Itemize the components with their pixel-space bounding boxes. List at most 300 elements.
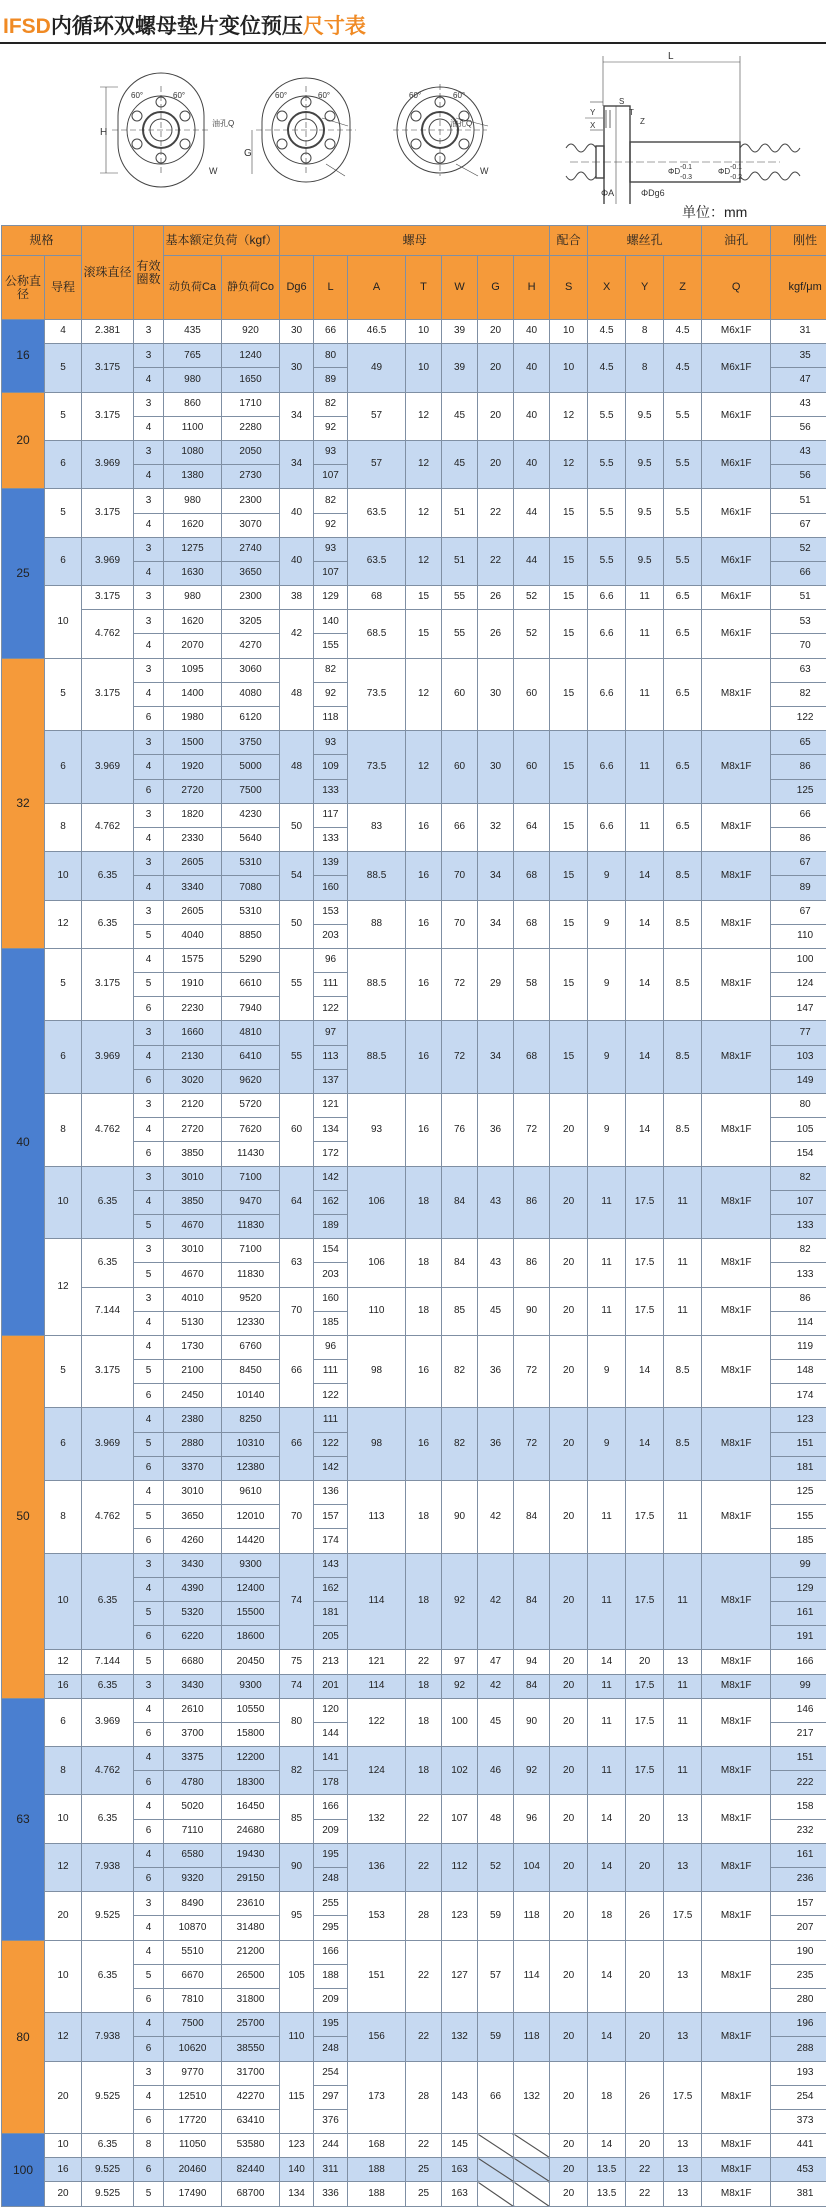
turns-cell: 3 xyxy=(134,2061,164,2085)
rigidity-cell: 161 xyxy=(771,1601,826,1625)
a-cell: 110 xyxy=(348,1287,406,1335)
rigidity-cell: 148 xyxy=(771,1360,826,1384)
length-cell: 157 xyxy=(314,1505,348,1529)
dynamic-load-cell: 980 xyxy=(164,489,222,513)
ball-dia-cell: 6.35 xyxy=(82,1940,134,2013)
dynamic-load-cell: 10620 xyxy=(164,2037,222,2061)
svg-text:-0.1: -0.1 xyxy=(680,164,692,171)
ball-dia-cell: 3.175 xyxy=(82,1335,134,1408)
s-cell: 15 xyxy=(550,610,588,658)
g-cell: 30 xyxy=(478,731,514,804)
turns-cell: 4 xyxy=(134,513,164,537)
h-cell: 52 xyxy=(514,586,550,610)
dynamic-load-cell: 1100 xyxy=(164,416,222,440)
rigidity-cell: 66 xyxy=(771,803,826,827)
oil-hole-cell: M8x1F xyxy=(702,2134,771,2158)
length-cell: 213 xyxy=(314,1650,348,1674)
t-cell: 22 xyxy=(406,2134,442,2158)
length-cell: 244 xyxy=(314,2134,348,2158)
length-cell: 111 xyxy=(314,1360,348,1384)
dynamic-load-cell: 860 xyxy=(164,392,222,416)
s-cell: 20 xyxy=(550,2061,588,2134)
lead-cell: 5 xyxy=(45,392,82,440)
g-cell: 20 xyxy=(478,392,514,440)
rigidity-cell: 125 xyxy=(771,1481,826,1505)
a-cell: 63.5 xyxy=(348,537,406,585)
dg6-cell: 55 xyxy=(280,948,314,1021)
table-row xyxy=(2,1287,826,1311)
dim-label-x: X xyxy=(590,121,596,130)
s-cell: 12 xyxy=(550,440,588,488)
nominal-size-cell: 63 xyxy=(2,1698,45,1940)
ball-dia-cell: 3.969 xyxy=(82,1698,134,1746)
rigidity-cell: 86 xyxy=(771,827,826,851)
lead-cell: 12 xyxy=(45,1239,82,1336)
length-cell: 122 xyxy=(314,1432,348,1456)
x-cell: 11 xyxy=(588,1166,626,1239)
nominal-size-cell: 20 xyxy=(2,392,45,489)
rigidity-cell: 65 xyxy=(771,731,826,755)
header-x: X xyxy=(588,256,626,320)
table-row xyxy=(2,1940,826,1964)
x-cell: 14 xyxy=(588,1940,626,2013)
nominal-size-cell: 40 xyxy=(2,948,45,1335)
z-cell: 8.5 xyxy=(664,900,702,948)
dynamic-load-cell: 3850 xyxy=(164,1190,222,1214)
x-cell: 4.5 xyxy=(588,320,626,344)
rigidity-cell: 89 xyxy=(771,876,826,900)
w-cell: 51 xyxy=(442,489,478,537)
dynamic-load-cell: 6670 xyxy=(164,1964,222,1988)
turns-cell: 3 xyxy=(134,1094,164,1118)
x-cell: 6.6 xyxy=(588,610,626,658)
ball-dia-cell: 6.35 xyxy=(82,900,134,948)
y-cell: 9.5 xyxy=(626,489,664,537)
technical-drawing xyxy=(0,46,826,204)
lead-cell: 6 xyxy=(45,440,82,488)
length-cell: 107 xyxy=(314,465,348,489)
rigidity-cell: 100 xyxy=(771,948,826,972)
length-cell: 139 xyxy=(314,852,348,876)
a-cell: 63.5 xyxy=(348,489,406,537)
w-cell: 97 xyxy=(442,1650,478,1674)
rigidity-cell: 190 xyxy=(771,1940,826,1964)
rigidity-cell: 86 xyxy=(771,755,826,779)
ball-dia-cell: 9.525 xyxy=(82,1892,134,1940)
length-cell: 109 xyxy=(314,755,348,779)
dim-label-g: G xyxy=(244,148,252,159)
static-load-cell: 9300 xyxy=(222,1674,280,1698)
dynamic-load-cell: 2330 xyxy=(164,827,222,851)
turns-cell: 3 xyxy=(134,1166,164,1190)
length-cell: 82 xyxy=(314,658,348,682)
lead-cell: 5 xyxy=(45,1335,82,1408)
g-cell xyxy=(478,2134,514,2158)
oil-hole-cell: M8x1F xyxy=(702,1674,771,1698)
static-load-cell: 38550 xyxy=(222,2037,280,2061)
dg6-cell: 74 xyxy=(280,1553,314,1650)
dim-label-a: ΦA xyxy=(601,188,614,198)
header-z: Z xyxy=(664,256,702,320)
lead-cell: 10 xyxy=(45,1553,82,1650)
x-cell: 18 xyxy=(588,1892,626,1940)
a-cell: 68 xyxy=(348,586,406,610)
s-cell: 20 xyxy=(550,1408,588,1481)
s-cell: 20 xyxy=(550,1892,588,1940)
t-cell: 22 xyxy=(406,1843,442,1891)
oil-hole-cell: M8x1F xyxy=(702,2158,771,2182)
turns-cell: 5 xyxy=(134,1214,164,1238)
oil-hole-cell: M8x1F xyxy=(702,1795,771,1843)
z-cell: 4.5 xyxy=(664,320,702,344)
dg6-cell: 30 xyxy=(280,320,314,344)
z-cell: 11 xyxy=(664,1287,702,1335)
y-cell: 17.5 xyxy=(626,1287,664,1335)
turns-cell: 3 xyxy=(134,852,164,876)
h-cell: 86 xyxy=(514,1239,550,1287)
w-cell: 76 xyxy=(442,1094,478,1167)
ball-dia-cell: 4.762 xyxy=(82,1747,134,1795)
length-cell: 162 xyxy=(314,1190,348,1214)
z-cell: 8.5 xyxy=(664,1408,702,1481)
a-cell: 73.5 xyxy=(348,731,406,804)
nominal-size-cell: 50 xyxy=(2,1335,45,1698)
turns-cell: 3 xyxy=(134,731,164,755)
turns-cell: 5 xyxy=(134,1964,164,1988)
turns-cell: 4 xyxy=(134,416,164,440)
a-cell: 124 xyxy=(348,1747,406,1795)
lead-cell: 12 xyxy=(45,1843,82,1891)
rigidity-cell: 254 xyxy=(771,2085,826,2109)
dg6-cell: 50 xyxy=(280,803,314,851)
length-cell: 178 xyxy=(314,1771,348,1795)
angle-label-2: 60° xyxy=(173,91,185,100)
dg6-cell: 50 xyxy=(280,900,314,948)
h-cell xyxy=(514,2182,550,2206)
oil-hole-cell: M8x1F xyxy=(702,658,771,731)
lead-cell: 12 xyxy=(45,900,82,948)
dynamic-load-cell: 4390 xyxy=(164,1577,222,1601)
y-cell: 11 xyxy=(626,586,664,610)
static-load-cell: 9620 xyxy=(222,1069,280,1093)
z-cell: 8.5 xyxy=(664,1335,702,1408)
oil-hole-cell: M8x1F xyxy=(702,803,771,851)
w-cell: 39 xyxy=(442,344,478,392)
turns-cell: 3 xyxy=(134,1239,164,1263)
turns-cell: 6 xyxy=(134,707,164,731)
w-cell: 85 xyxy=(442,1287,478,1335)
static-load-cell: 12380 xyxy=(222,1456,280,1480)
rigidity-cell: 147 xyxy=(771,997,826,1021)
dynamic-load-cell: 1275 xyxy=(164,537,222,561)
length-cell: 376 xyxy=(314,2109,348,2133)
table-row xyxy=(2,610,826,634)
y-cell: 20 xyxy=(626,2134,664,2158)
dynamic-load-cell: 3020 xyxy=(164,1069,222,1093)
rigidity-cell: 181 xyxy=(771,1456,826,1480)
oil-hole-cell: M8x1F xyxy=(702,1650,771,1674)
g-cell: 59 xyxy=(478,1892,514,1940)
rigidity-cell: 133 xyxy=(771,1263,826,1287)
t-cell: 10 xyxy=(406,320,442,344)
dg6-cell: 66 xyxy=(280,1408,314,1481)
z-cell: 11 xyxy=(664,1239,702,1287)
h-cell: 68 xyxy=(514,900,550,948)
oil-hole-cell: M6x1F xyxy=(702,610,771,658)
title-description: 内循环双螺母垫片变位预压 xyxy=(51,15,303,38)
x-cell: 14 xyxy=(588,1650,626,1674)
w-cell: 92 xyxy=(442,1553,478,1650)
w-cell: 72 xyxy=(442,1021,478,1094)
length-cell: 297 xyxy=(314,2085,348,2109)
dynamic-load-cell: 5020 xyxy=(164,1795,222,1819)
h-cell xyxy=(514,2134,550,2158)
dynamic-load-cell: 17720 xyxy=(164,2109,222,2133)
w-cell: 82 xyxy=(442,1408,478,1481)
t-cell: 22 xyxy=(406,2013,442,2061)
table-row xyxy=(2,392,826,416)
table-row xyxy=(2,344,826,368)
w-cell: 145 xyxy=(442,2134,478,2158)
static-load-cell: 31700 xyxy=(222,2061,280,2085)
rigidity-cell: 99 xyxy=(771,1674,826,1698)
header-ball-dia: 滚珠直径 xyxy=(82,226,134,320)
static-load-cell: 4810 xyxy=(222,1021,280,1045)
rigidity-cell: 82 xyxy=(771,1166,826,1190)
a-cell: 68.5 xyxy=(348,610,406,658)
z-cell: 5.5 xyxy=(664,440,702,488)
turns-cell: 6 xyxy=(134,1626,164,1650)
rigidity-cell: 63 xyxy=(771,658,826,682)
h-cell: 86 xyxy=(514,1166,550,1239)
lead-cell: 12 xyxy=(45,1650,82,1674)
dynamic-load-cell: 3850 xyxy=(164,1142,222,1166)
ball-dia-cell: 6.35 xyxy=(82,852,134,900)
static-load-cell: 20450 xyxy=(222,1650,280,1674)
oil-hole-cell: M8x1F xyxy=(702,2061,771,2134)
oil-hole-cell: M8x1F xyxy=(702,2013,771,2061)
z-cell: 13 xyxy=(664,2158,702,2182)
title-suffix: 尺寸表 xyxy=(303,15,366,38)
y-cell: 17.5 xyxy=(626,1481,664,1554)
rigidity-cell: 51 xyxy=(771,489,826,513)
length-cell: 142 xyxy=(314,1456,348,1480)
dynamic-load-cell: 3010 xyxy=(164,1481,222,1505)
header-coa: 静负荷Co xyxy=(222,256,280,320)
dynamic-load-cell: 4040 xyxy=(164,924,222,948)
dynamic-load-cell: 6680 xyxy=(164,1650,222,1674)
static-load-cell: 2300 xyxy=(222,489,280,513)
y-cell: 11 xyxy=(626,803,664,851)
turns-cell: 6 xyxy=(134,1819,164,1843)
s-cell: 15 xyxy=(550,900,588,948)
turns-cell: 5 xyxy=(134,924,164,948)
length-cell: 311 xyxy=(314,2158,348,2182)
dg6-cell: 115 xyxy=(280,2061,314,2134)
turns-cell: 4 xyxy=(134,1843,164,1867)
ball-dia-cell: 9.525 xyxy=(82,2158,134,2182)
t-cell: 22 xyxy=(406,1940,442,2013)
table-row xyxy=(2,1481,826,1505)
y-cell: 17.5 xyxy=(626,1747,664,1795)
dynamic-load-cell: 2605 xyxy=(164,900,222,924)
length-cell: 134 xyxy=(314,1118,348,1142)
static-load-cell: 2300 xyxy=(222,586,280,610)
w-cell: 39 xyxy=(442,320,478,344)
dynamic-load-cell: 1620 xyxy=(164,513,222,537)
a-cell: 57 xyxy=(348,440,406,488)
x-cell: 11 xyxy=(588,1239,626,1287)
g-cell: 59 xyxy=(478,2013,514,2061)
turns-cell: 4 xyxy=(134,1481,164,1505)
oil-hole-cell: M8x1F xyxy=(702,1843,771,1891)
length-cell: 137 xyxy=(314,1069,348,1093)
s-cell: 20 xyxy=(550,1239,588,1287)
header-h: H xyxy=(514,256,550,320)
static-load-cell: 3070 xyxy=(222,513,280,537)
w-cell: 55 xyxy=(442,586,478,610)
rigidity-cell: 158 xyxy=(771,1795,826,1819)
x-cell: 13.5 xyxy=(588,2158,626,2182)
lead-cell: 10 xyxy=(45,586,82,659)
static-load-cell: 7940 xyxy=(222,997,280,1021)
table-row xyxy=(2,440,826,464)
rigidity-cell: 185 xyxy=(771,1529,826,1553)
ball-dia-cell: 6.35 xyxy=(82,1166,134,1239)
nominal-size-cell: 32 xyxy=(2,658,45,948)
turns-cell: 4 xyxy=(134,682,164,706)
z-cell: 8.5 xyxy=(664,1021,702,1094)
dynamic-load-cell: 6580 xyxy=(164,1843,222,1867)
svg-text:-0.1: -0.1 xyxy=(730,164,742,171)
lead-cell: 20 xyxy=(45,2061,82,2134)
g-cell: 36 xyxy=(478,1408,514,1481)
rigidity-cell: 161 xyxy=(771,1843,826,1867)
dynamic-load-cell: 1500 xyxy=(164,731,222,755)
g-cell: 20 xyxy=(478,344,514,392)
table-row xyxy=(2,1408,826,1432)
x-cell: 4.5 xyxy=(588,344,626,392)
turns-cell: 3 xyxy=(134,1287,164,1311)
table-body xyxy=(2,320,826,2207)
table-row xyxy=(2,1166,826,1190)
y-cell: 11 xyxy=(626,610,664,658)
s-cell: 15 xyxy=(550,586,588,610)
turns-cell: 6 xyxy=(134,2158,164,2182)
a-cell: 113 xyxy=(348,1481,406,1554)
length-cell: 160 xyxy=(314,876,348,900)
length-cell: 189 xyxy=(314,1214,348,1238)
t-cell: 16 xyxy=(406,1408,442,1481)
table-row xyxy=(2,658,826,682)
g-cell: 46 xyxy=(478,1747,514,1795)
turns-cell: 4 xyxy=(134,1335,164,1359)
dynamic-load-cell: 9770 xyxy=(164,2061,222,2085)
header-bolt: 螺丝孔 xyxy=(588,226,702,256)
oil-hole-cell: M6x1F xyxy=(702,392,771,440)
lead-cell: 8 xyxy=(45,1094,82,1167)
static-load-cell: 8850 xyxy=(222,924,280,948)
dynamic-load-cell: 765 xyxy=(164,344,222,368)
table-row xyxy=(2,1795,826,1819)
oil-hole-cell: M6x1F xyxy=(702,537,771,585)
turns-cell: 3 xyxy=(134,610,164,634)
dynamic-load-cell: 6220 xyxy=(164,1626,222,1650)
header-load: 基本额定负荷（kgf） xyxy=(164,226,280,256)
rigidity-cell: 67 xyxy=(771,852,826,876)
rigidity-cell: 52 xyxy=(771,537,826,561)
z-cell: 4.5 xyxy=(664,344,702,392)
rigidity-cell: 222 xyxy=(771,1771,826,1795)
z-cell: 11 xyxy=(664,1674,702,1698)
dynamic-load-cell: 4670 xyxy=(164,1263,222,1287)
ball-dia-cell: 2.381 xyxy=(82,320,134,344)
static-load-cell: 920 xyxy=(222,320,280,344)
length-cell: 143 xyxy=(314,1553,348,1577)
static-load-cell: 7100 xyxy=(222,1239,280,1263)
z-cell: 6.5 xyxy=(664,803,702,851)
w-cell: 123 xyxy=(442,1892,478,1940)
rigidity-cell: 166 xyxy=(771,1650,826,1674)
ball-dia-cell: 6.35 xyxy=(82,1239,134,1287)
a-cell: 57 xyxy=(348,392,406,440)
lead-cell: 6 xyxy=(45,1408,82,1481)
lead-cell: 5 xyxy=(45,489,82,537)
turns-cell: 5 xyxy=(134,1601,164,1625)
h-cell: 64 xyxy=(514,803,550,851)
t-cell: 22 xyxy=(406,1650,442,1674)
oil-hole-cell: M8x1F xyxy=(702,1094,771,1167)
rigidity-cell: 133 xyxy=(771,1214,826,1238)
a-cell: 114 xyxy=(348,1674,406,1698)
ball-dia-cell: 6.35 xyxy=(82,1553,134,1650)
dg6-cell: 140 xyxy=(280,2158,314,2182)
h-cell: 68 xyxy=(514,852,550,900)
z-cell: 5.5 xyxy=(664,392,702,440)
a-cell: 88.5 xyxy=(348,948,406,1021)
dg6-cell: 30 xyxy=(280,344,314,392)
length-cell: 195 xyxy=(314,2013,348,2037)
a-cell: 98 xyxy=(348,1408,406,1481)
rigidity-cell: 154 xyxy=(771,1142,826,1166)
rigidity-cell: 123 xyxy=(771,1408,826,1432)
g-cell: 30 xyxy=(478,658,514,731)
lead-cell: 10 xyxy=(45,1166,82,1239)
h-cell: 40 xyxy=(514,344,550,392)
t-cell: 25 xyxy=(406,2158,442,2182)
static-load-cell: 7100 xyxy=(222,1166,280,1190)
y-cell: 9.5 xyxy=(626,537,664,585)
oil-hole-cell: M8x1F xyxy=(702,1335,771,1408)
dg6-cell: 66 xyxy=(280,1335,314,1408)
oil-hole-cell: M8x1F xyxy=(702,1021,771,1094)
h-cell: 84 xyxy=(514,1481,550,1554)
dg6-cell: 63 xyxy=(280,1239,314,1287)
rigidity-cell: 146 xyxy=(771,1698,826,1722)
angle-label-6: 60° xyxy=(453,91,465,100)
s-cell: 20 xyxy=(550,2134,588,2158)
rigidity-cell: 441 xyxy=(771,2134,826,2158)
t-cell: 12 xyxy=(406,392,442,440)
lead-cell: 8 xyxy=(45,1747,82,1795)
turns-cell: 4 xyxy=(134,368,164,392)
rigidity-cell: 155 xyxy=(771,1505,826,1529)
static-load-cell: 29150 xyxy=(222,1868,280,1892)
rigidity-cell: 53 xyxy=(771,610,826,634)
s-cell: 20 xyxy=(550,1553,588,1650)
dg6-cell: 42 xyxy=(280,610,314,658)
dynamic-load-cell: 11050 xyxy=(164,2134,222,2158)
